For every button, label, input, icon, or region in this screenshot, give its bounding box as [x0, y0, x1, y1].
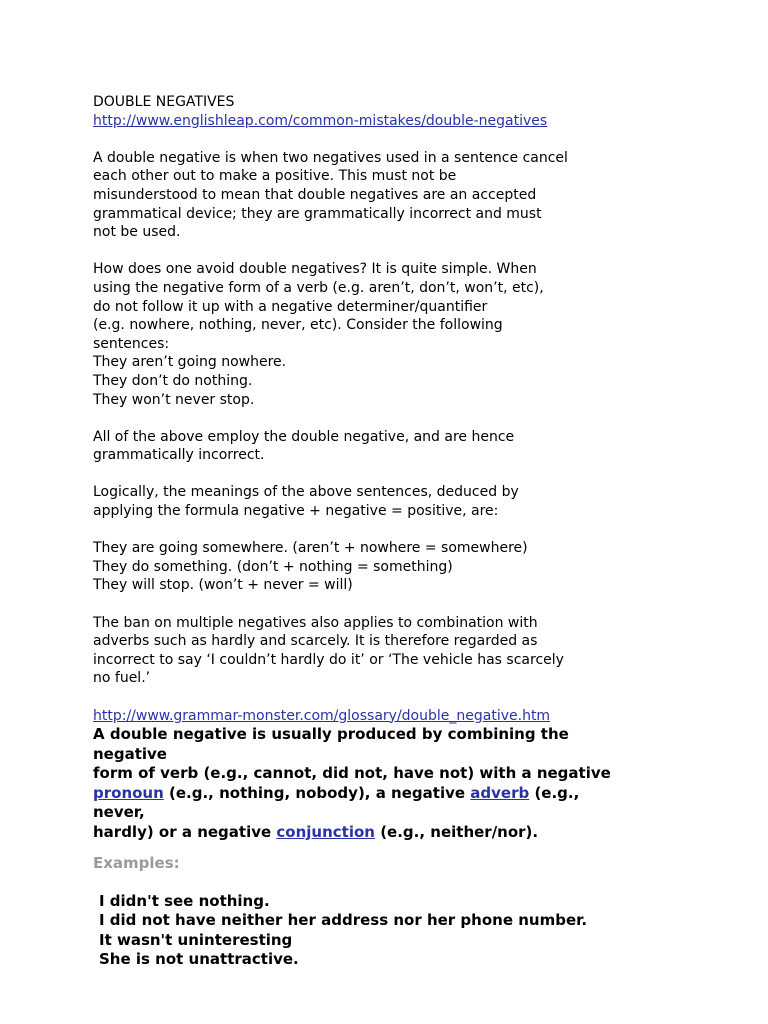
grammar-monster-definition: [93, 725, 633, 842]
paragraph-logic: Logically, the meanings of the above sentences, deduced by applying the formula negative + negative = positive, are:: [93, 484, 519, 520]
gm-text-4: (e.g., neither/nor).: [374, 822, 539, 841]
examples-list: [93, 892, 633, 970]
gm-text-3: (e.g., never, hardly) or a negative: [93, 783, 580, 841]
example-item: She is not unattractive.: [99, 950, 299, 969]
meaning-sentences: They are going somewhere. (aren’t + nowhere = somewhere) They do something. (don’t + nothing = something) They will stop. (won’t + never = will): [93, 540, 528, 594]
gm-text-1: A double negative is usually produced by combining the negative form of verb (e.g., cannot, did not, have not) with a negative: [93, 725, 611, 783]
paragraph-definition: A double negative is when two negatives used in a sentence cancel each other out to make a positive. This must not be misunderstood to mean that double negatives are an accepted grammatical device; they are grammatically incorrect and must not be used.: [93, 149, 568, 241]
grammar-monster-link[interactable]: http://www.grammar-monster.com/glossary/double_negative.htm: [93, 707, 551, 724]
example-item: I didn't see nothing.: [99, 891, 270, 910]
paragraph-incorrect: All of the above employ the double negative, and are hence grammatically incorrect.: [93, 428, 515, 464]
document-title: DOUBLE NEGATIVES: [93, 94, 235, 110]
examples-heading: Examples:: [93, 854, 180, 873]
conjunction-link[interactable]: conjunction: [276, 822, 375, 841]
document-page: [93, 93, 633, 970]
example-item: I did not have neither her address nor her phone number.: [99, 911, 588, 930]
paragraph-ban: The ban on multiple negatives also applies to combination with adverbs such as hardly and scarcely. It is therefore regarded as incorrect to say ‘I couldn’t hardly do it’ or ‘The vehicle has scarcely no fuel.’: [93, 614, 564, 687]
englishleap-link[interactable]: http://www.englishleap.com/common-mistakes/double-negatives: [93, 112, 548, 129]
pronoun-link[interactable]: pronoun: [93, 783, 164, 802]
paragraph-avoid: How does one avoid double negatives? It is quite simple. When using the negative form of a verb (e.g. aren’t, don’t, won’t, etc), do not follow it up with a negative determiner/quantifier (e.g. nowhere, nothing, never, etc). Consider the following sentences:: [93, 261, 544, 352]
example-sentences: They aren’t going nowhere. They don’t do nothing. They won’t never stop.: [93, 354, 287, 408]
example-item: It wasn't uninteresting: [99, 930, 293, 949]
adverb-link[interactable]: adverb: [470, 783, 530, 802]
gm-text-2: (e.g., nothing, nobody), a negative: [163, 783, 471, 802]
